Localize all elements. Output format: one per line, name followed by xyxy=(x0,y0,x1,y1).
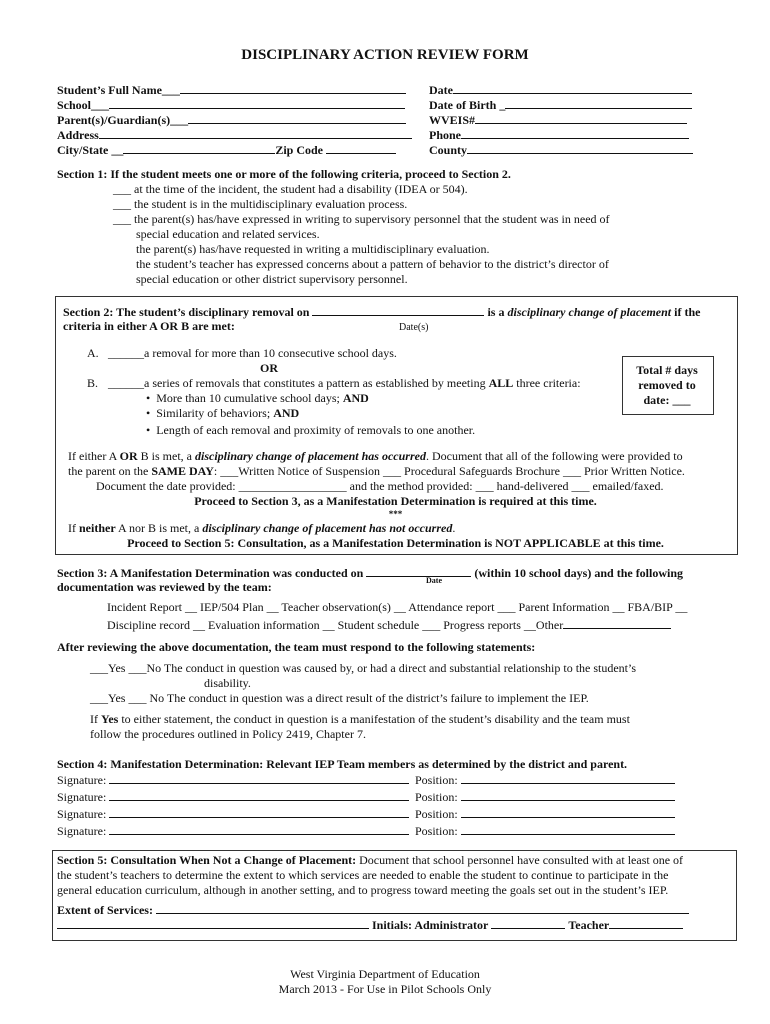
signature-label: Signature: xyxy=(57,790,107,804)
documentation-checklist[interactable]: Incident Report __ IEP/504 Plan __ Teacher observation(s) __ Attendance report ___ Parent Information __ FBA/BIP __ xyxy=(107,600,688,614)
city-state-field[interactable] xyxy=(57,142,396,157)
total-days-line: Total # days xyxy=(636,363,698,377)
section1-item-continued: special education and related services. xyxy=(136,227,320,241)
option-a-text[interactable]: ______a removal for more than 10 consecutive school days. xyxy=(108,346,397,360)
signature-row[interactable] xyxy=(57,806,409,822)
address-field[interactable] xyxy=(57,127,412,142)
notice-text: the parent on the xyxy=(68,464,149,478)
zip-line[interactable] xyxy=(326,142,396,154)
section5-line2: the student’s teachers to determine the extent to which services are needed to enable the student to continue to participate in the xyxy=(57,868,669,882)
school-field[interactable] xyxy=(57,97,405,112)
notice-checklist[interactable] xyxy=(68,464,685,479)
if-yes-part: If xyxy=(90,712,98,726)
criteria-bullet xyxy=(146,406,299,421)
date-field[interactable] xyxy=(429,82,692,97)
parent-guardian-line[interactable] xyxy=(188,112,406,124)
if-yes-part: to either statement, the conduct in question is a manifestation of the student’s disability and the team must xyxy=(121,712,630,726)
section5-line1 xyxy=(57,853,683,868)
section5-line3: general education curriculum, although in another setting, and to progress toward meeting the goals set out in the student’s IEP. xyxy=(57,883,669,897)
if-yes-statement xyxy=(90,712,630,727)
date-of-birth-line[interactable] xyxy=(505,97,692,109)
student-name-field[interactable] xyxy=(57,82,406,97)
option-b-text-part: ______a series of removals that constitutes a pattern as established by meeting xyxy=(108,376,486,390)
signature-line[interactable] xyxy=(109,806,409,818)
extent-line[interactable] xyxy=(156,902,689,914)
or-divider: OR xyxy=(260,361,278,375)
separator-stars: *** xyxy=(388,509,403,519)
section3-heading-text: (within 10 school days) and the following xyxy=(474,566,684,580)
section2-heading-line1 xyxy=(63,304,700,320)
section1-heading: Section 1: If the student meets one or more of the following criteria, proceed to Section 2. xyxy=(57,167,511,181)
section1-blank[interactable]: ___ xyxy=(113,182,134,196)
section5-text: Document that school personnel have consulted with at least one of xyxy=(359,853,684,867)
if-yes-bold: Yes xyxy=(101,712,119,726)
form-title: DISCIPLINARY ACTION REVIEW FORM xyxy=(241,47,529,63)
option-a-letter: A. xyxy=(87,346,99,360)
address-line[interactable] xyxy=(99,127,412,139)
section5-heading: Section 5: Consultation When Not a Change of Placement: xyxy=(57,853,357,867)
position-line[interactable] xyxy=(461,806,675,818)
admin-initials-line[interactable] xyxy=(491,917,565,929)
same-day-label: SAME DAY xyxy=(151,464,214,478)
initials-admin-label: Initials: Administrator xyxy=(372,918,489,932)
section2-heading-line2: criteria in either A OR B are met: xyxy=(63,319,235,333)
position-line[interactable] xyxy=(461,789,675,801)
bullet-and: AND xyxy=(273,406,300,420)
city-state-line[interactable] xyxy=(123,142,275,154)
section4-heading: Section 4: Manifestation Determination: Relevant IEP Team members as determined by the district and parent. xyxy=(57,757,628,771)
position-row[interactable] xyxy=(415,823,675,839)
section1-item: the student’s teacher has expressed concerns about a pattern of behavior to the district’s director of xyxy=(136,257,609,271)
section2-heading-isa: is a xyxy=(487,305,505,319)
bullet-icon: • xyxy=(146,423,157,437)
section1-item-text: at the time of the incident, the student had a disability (IDEA or 504). xyxy=(134,182,468,196)
option-b-text[interactable] xyxy=(108,376,581,391)
county-label: County xyxy=(429,143,468,157)
wveis-line[interactable] xyxy=(475,112,687,124)
if-either-or: OR xyxy=(119,449,138,463)
position-label: Position: xyxy=(415,790,458,804)
city-state-label: City/State __ xyxy=(57,143,124,157)
section2-heading-text: Section 2: The student’s disciplinary removal on xyxy=(63,305,310,319)
position-row[interactable] xyxy=(415,806,675,822)
neither-bold: neither xyxy=(79,521,116,535)
date-label: Date xyxy=(429,83,453,97)
after-review-heading: After reviewing the above documentation, the team must respond to the following statements: xyxy=(57,640,536,654)
bullet-text: More than 10 cumulative school days; xyxy=(156,391,340,405)
bullet-text: Similarity of behaviors; xyxy=(156,406,271,420)
county-field[interactable] xyxy=(429,142,693,157)
proceed-section5: Proceed to Section 5: Consultation, as a Manifestation Determination is NOT APPLICABLE at this time. xyxy=(127,536,664,550)
section2-heading-dcp: disciplinary change of placement xyxy=(507,305,672,319)
date-caption: Date xyxy=(426,576,442,585)
section1-item[interactable] xyxy=(113,212,610,227)
wveis-label: WVEIS# xyxy=(429,113,476,127)
section2-heading-ifthe: if the xyxy=(674,305,701,319)
extent-of-services-field[interactable] xyxy=(57,902,689,918)
statement-continued: disability. xyxy=(204,676,251,690)
section1-blank[interactable]: ___ xyxy=(113,212,134,226)
criteria-bullet xyxy=(146,391,369,406)
option-b-all: ALL xyxy=(488,376,514,390)
position-label: Position: xyxy=(415,773,458,787)
section3-heading-line2: documentation was reviewed by the team: xyxy=(57,580,272,594)
dates-caption: Date(s) xyxy=(399,322,429,333)
signature-line[interactable] xyxy=(109,789,409,801)
document-date-method[interactable]: Document the date provided: __________________ and the method provided: ___ hand-delivered ___ emailed/faxed. xyxy=(96,479,664,493)
extent-label: Extent of Services: xyxy=(57,903,153,917)
total-days-line: removed to xyxy=(638,378,696,392)
section1-item[interactable] xyxy=(113,197,407,212)
section1-item-text: the parent(s) has/have expressed in writing to supervisory personnel that the student was in need of xyxy=(134,212,610,226)
other-line[interactable] xyxy=(563,617,671,629)
section3-heading-line1 xyxy=(57,565,683,581)
section1-item-continued: special education or other district supervisory personnel. xyxy=(136,272,408,286)
bullet-and: AND xyxy=(342,391,369,405)
removal-dates-line[interactable] xyxy=(312,304,484,316)
county-line[interactable] xyxy=(467,142,693,154)
if-either-statement xyxy=(68,449,683,464)
student-name-label: Student’s Full Name___ xyxy=(57,83,180,97)
signature-line[interactable] xyxy=(109,772,409,784)
signature-row[interactable] xyxy=(57,772,409,788)
if-either-part: B is met, a xyxy=(140,449,192,463)
phone-line[interactable] xyxy=(461,127,689,139)
date-of-birth-label: Date of Birth _ xyxy=(429,98,506,112)
position-line[interactable] xyxy=(461,823,675,835)
signature-label: Signature: xyxy=(57,773,107,787)
position-line[interactable] xyxy=(461,772,675,784)
phone-label: Phone xyxy=(429,128,462,142)
if-either-emphasis: disciplinary change of placement has occurred xyxy=(194,449,426,463)
signature-line[interactable] xyxy=(109,823,409,835)
proceed-section3: Proceed to Section 3, as a Manifestation Determination is required at this time. xyxy=(194,494,597,508)
if-either-part: If either A xyxy=(68,449,117,463)
initials-row[interactable] xyxy=(57,917,683,933)
address-label: Address xyxy=(57,128,99,142)
school-label: School___ xyxy=(57,98,110,112)
parent-guardian-field[interactable] xyxy=(57,112,406,127)
neither-part: If xyxy=(68,521,76,535)
section1-blank[interactable]: ___ xyxy=(113,197,134,211)
zip-label: Zip Code xyxy=(275,143,324,157)
teacher-label: Teacher xyxy=(568,918,610,932)
bullet-text: Length of each removal and proximity of removals to one another. xyxy=(156,423,476,437)
section1-item[interactable] xyxy=(113,182,468,197)
date-line[interactable] xyxy=(453,82,692,94)
bullet-icon: • xyxy=(146,406,157,420)
bullet-icon: • xyxy=(146,391,157,405)
date-of-birth-field[interactable] xyxy=(429,97,692,112)
signature-row[interactable] xyxy=(57,789,409,805)
option-b-letter: B. xyxy=(87,376,99,390)
position-label: Position: xyxy=(415,807,458,821)
section1-item-text: the student is in the multidisciplinary evaluation process. xyxy=(134,197,408,211)
neither-emphasis: disciplinary change of placement has not occurred xyxy=(202,521,453,535)
school-line[interactable] xyxy=(109,97,405,109)
footer-organization: West Virginia Department of Education xyxy=(290,967,480,981)
documentation-checklist[interactable] xyxy=(107,617,671,633)
criteria-bullet xyxy=(146,423,475,438)
option-b-text-part: three criteria: xyxy=(516,376,581,390)
footer-date-note: March 2013 - For Use in Pilot Schools Only xyxy=(278,982,492,996)
signature-row[interactable] xyxy=(57,823,409,839)
position-label: Position: xyxy=(415,824,458,838)
position-row[interactable] xyxy=(415,789,675,805)
phone-field[interactable] xyxy=(429,127,689,142)
signature-label: Signature: xyxy=(57,824,107,838)
notice-text: : ___Written Notice of Suspension ___ Procedural Safeguards Brochure ___ Prior Written Notice. xyxy=(213,464,685,478)
total-days-line[interactable]: date: ___ xyxy=(643,393,691,407)
manifestation-date-line[interactable] xyxy=(366,565,471,577)
extent-continued-line[interactable] xyxy=(57,917,369,929)
student-name-line[interactable] xyxy=(180,82,406,94)
statement-caused-by[interactable]: ___Yes ___No The conduct in question was caused by, or had a direct and substantial relationship to the student’s xyxy=(90,661,637,675)
parent-guardian-label: Parent(s)/Guardian(s)___ xyxy=(57,113,189,127)
if-either-part: . Document that all of the following were provided to xyxy=(425,449,683,463)
if-yes-continued: follow the procedures outlined in Policy 2419, Chapter 7. xyxy=(90,727,366,741)
section3-heading-text: Section 3: A Manifestation Determination was conducted on xyxy=(57,566,364,580)
signature-label: Signature: xyxy=(57,807,107,821)
position-row[interactable] xyxy=(415,772,675,788)
neither-statement xyxy=(68,521,455,536)
neither-part: A nor B is met, a xyxy=(118,521,200,535)
teacher-initials-line[interactable] xyxy=(609,917,683,929)
documentation-text: Discipline record __ Evaluation information __ Student schedule ___ Progress reports __Other xyxy=(107,618,564,632)
section1-item: the parent(s) has/have requested in writing a multidisciplinary evaluation. xyxy=(136,242,490,256)
wveis-field[interactable] xyxy=(429,112,687,127)
statement-failure[interactable]: ___Yes ___ No The conduct in question was a direct result of the district’s failure to implement the IEP. xyxy=(90,691,589,705)
neither-part: . xyxy=(452,521,456,535)
